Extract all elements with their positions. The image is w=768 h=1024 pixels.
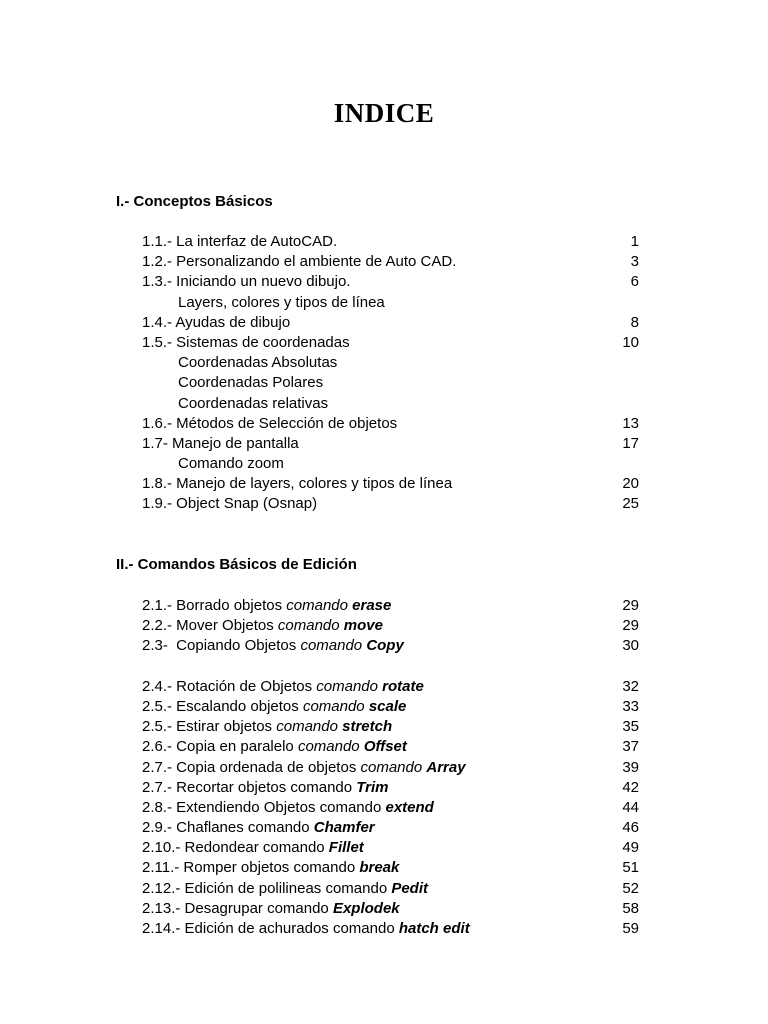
toc-entry [0,434,768,454]
toc-entry-text: 1.6.- Métodos de Selección de objetos [142,414,398,432]
toc-entry-command-name: break [359,859,400,877]
toc-entry-command-name: Copy [366,637,404,655]
toc-entry-label [142,616,383,636]
toc-entry-label [142,798,434,818]
toc-entry-text: 1.8.- Manejo de layers, colores y tipos de línea [142,475,453,493]
toc-entry [0,899,768,919]
toc-entry-label [142,758,466,778]
toc-entry-label [142,252,456,272]
toc-entry-command-name: Trim [356,778,389,796]
toc-entry-label [142,313,290,333]
toc-entry-text: 2.3- Copiando Objetos [142,637,301,655]
toc-subentry [0,293,768,313]
toc-entry-label [142,919,470,939]
toc-entry-command-name: move [343,617,383,635]
toc-entry-label [142,879,428,899]
toc-page-number: 52 [622,879,639,897]
toc-entry-text: 2.12.- Edición de polilineas comando [142,879,392,897]
toc-page-number: 29 [622,617,639,635]
toc-page-number: 29 [622,597,639,614]
toc-page-number: 42 [622,778,639,796]
toc-page-number: 46 [622,819,639,837]
toc-entry [0,697,768,717]
toc-entry-text: 2.1.- Borrado objetos [142,597,287,614]
toc-entry-command-name: rotate [382,677,424,695]
toc-entry [0,232,768,252]
toc-entry-text: 2.9.- Chaflanes comando [142,819,314,837]
toc-entry-text: Layers, colores y tipos de línea [178,293,385,311]
toc-page-number: 3 [630,253,639,271]
toc-entry [0,596,768,616]
toc-entry-text: 2.5.- Escalando objetos [142,697,303,715]
toc-entry [0,879,768,899]
toc-page-number: 51 [622,859,639,877]
toc-page-number: 32 [622,677,639,695]
toc-entry-text: 2.6.- Copia en paralelo [142,738,298,756]
toc-entry-command-word: comando [276,718,343,736]
toc-entry [0,333,768,353]
toc-entry-label [178,373,323,393]
toc-entry-text: 2.2.- Mover Objetos [142,617,278,635]
toc-entry-command-name: erase [352,597,392,614]
toc-page-number: 33 [622,697,639,715]
toc-entry-command-word: comando [297,738,364,756]
toc-page-number: 8 [630,313,639,331]
toc-entry [0,737,768,757]
toc-entry [0,494,768,514]
toc-entry-text: 1.1.- La interfaz de AutoCAD. [142,233,338,250]
toc-entry-text: 2.13.- Desagrupar comando [142,899,333,917]
toc-entry [0,313,768,333]
toc-entry-command-name: Explodek [332,899,400,917]
toc-entry-command-name: scale [368,697,407,715]
toc-entry-command-word: comando [286,597,353,614]
toc-page-number: 10 [622,333,639,351]
toc-entry-text: 1.9.- Object Snap (Osnap) [142,495,318,513]
toc-page-number: 59 [622,920,639,937]
section-heading-2: II.- Comandos Básicos de Edición [116,556,357,573]
toc-entry-label [142,737,407,757]
toc-entry-command-name: stretch [342,718,393,736]
toc-entry-label [142,838,364,858]
toc-entry-command-word: comando [316,677,383,695]
toc-entry-label [142,414,397,434]
toc-entry-text: 2.11.- Romper objetos comando [142,859,360,877]
toc-entry-label [142,232,337,252]
toc-page-number: 35 [622,718,639,736]
toc-entry-command-word: comando [300,637,367,655]
toc-entry-command-name: Fillet [328,839,364,857]
toc-entry-text: 1.5.- Sistemas de coordenadas [142,333,350,351]
toc-page-number: 20 [622,475,639,493]
toc-entry-text: 1.7- Manejo de pantalla [142,434,299,452]
toc-entry-command-word: comando [277,617,344,635]
toc-page-number: 25 [622,495,639,513]
toc-entry-command-word: comando [360,758,427,776]
toc-entry-label [142,494,317,514]
toc-entry-label [178,293,385,313]
section-heading-1: I.- Conceptos Básicos [116,193,273,210]
toc-entry-command-word: comando [302,697,369,715]
toc-entry-label [142,717,392,737]
toc-entry-label [178,353,337,373]
toc-entry [0,858,768,878]
toc-entry-text: Coordenadas relativas [178,394,329,412]
toc-entry-label [142,899,400,919]
toc-spacer [0,657,768,677]
toc-entry [0,636,768,656]
toc-page-number: 13 [622,414,639,432]
toc-entry-label [178,454,284,474]
toc-entry-label [142,697,406,717]
toc-entry-label [142,434,299,454]
toc-entry-text: 2.7.- Copia ordenada de objetos [142,758,361,776]
toc-subentry [0,373,768,393]
toc-entry-text: 2.5.- Estirar objetos [142,718,277,736]
toc-page-number: 30 [622,637,639,655]
toc-entry-text: 2.10.- Redondear comando [142,839,329,857]
toc-entry [0,677,768,697]
toc-entry-command-name: Chamfer [313,819,375,837]
toc-list-section-1 [0,232,768,515]
toc-entry [0,818,768,838]
toc-entry-label [142,474,452,494]
toc-entry-text: 1.3.- Iniciando un nuevo dibujo. [142,273,351,291]
toc-entry [0,252,768,272]
toc-entry-text: 1.2.- Personalizando el ambiente de Auto CAD. [142,253,457,271]
toc-entry-label [142,272,350,292]
toc-entry-label [142,677,424,697]
toc-entry [0,414,768,434]
toc-entry-label [142,636,404,656]
toc-entry-text: 1.4.- Ayudas de dibujo [142,313,291,331]
toc-entry-text: Comando zoom [178,455,284,473]
page-title: INDICE [333,98,435,128]
toc-page-number: 44 [622,798,639,816]
toc-entry-label [142,818,375,838]
toc-entry-text: Coordenadas Polares [178,374,324,392]
toc-subentry [0,394,768,414]
toc-entry [0,758,768,778]
toc-entry [0,272,768,292]
toc-entry-command-name: Array [426,758,466,776]
toc-entry-text: 2.14.- Edición de achurados comando [142,920,399,937]
toc-entry [0,919,768,939]
toc-entry-text: 2.4.- Rotación de Objetos [142,677,317,695]
toc-page-number: 39 [622,758,639,776]
toc-entry-label [142,596,391,616]
toc-entry-text: 2.7.- Recortar objetos comando [142,778,357,796]
toc-entry-command-name: Pedit [391,879,429,897]
toc-entry-command-name: hatch edit [398,920,470,937]
toc-entry-label [142,778,389,798]
toc-entry [0,616,768,636]
toc-entry-label [142,858,399,878]
toc-entry-text: Coordenadas Absolutas [178,354,338,372]
toc-entry-command-name: extend [385,798,434,816]
toc-entry [0,717,768,737]
toc-page-number: 37 [622,738,639,756]
toc-subentry [0,353,768,373]
toc-entry [0,838,768,858]
toc-entry [0,778,768,798]
toc-subentry [0,454,768,474]
toc-page-number: 49 [622,839,639,857]
toc-entry [0,798,768,818]
toc-entry-label [142,333,350,353]
toc-page-number: 58 [622,899,639,917]
toc-entry [0,474,768,494]
toc-entry-text: 2.8.- Extendiendo Objetos comando [142,798,386,816]
toc-page-number: 17 [622,434,639,452]
toc-entry-command-name: Offset [363,738,407,756]
toc-list-section-2 [0,596,768,939]
toc-page-number: 6 [630,273,639,291]
toc-page-number: 1 [630,233,639,250]
toc-entry-label [178,394,328,414]
